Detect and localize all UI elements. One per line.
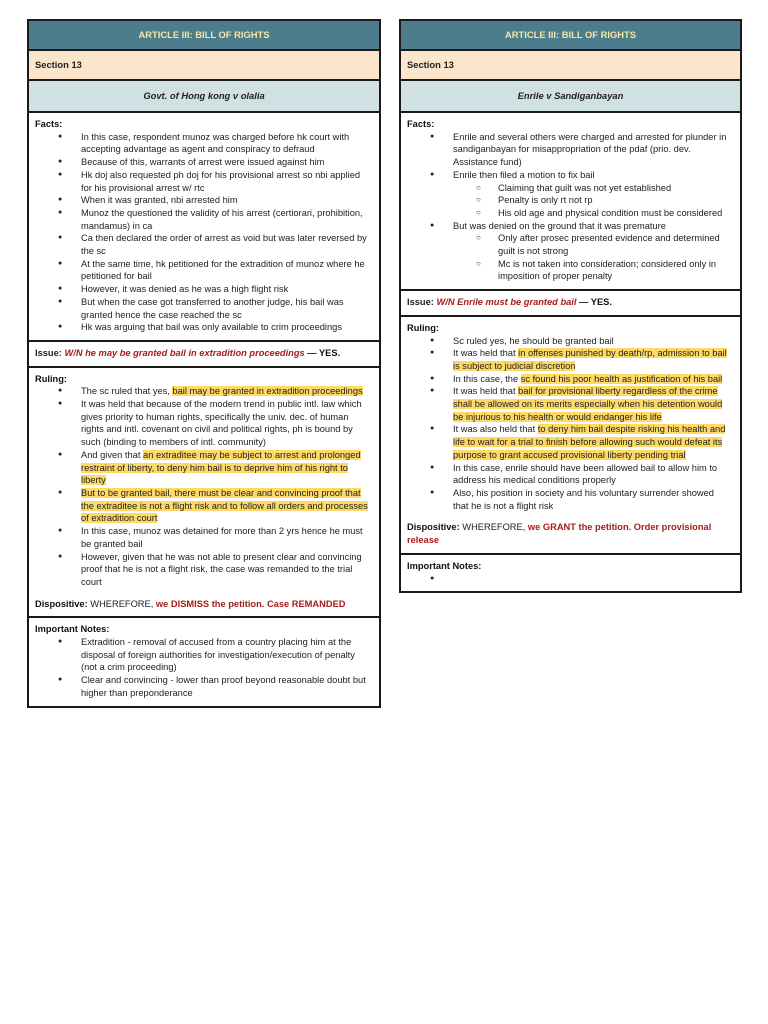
- list-item: ● Extradition - removal of accused from a country placing him at the disposal of foreign authorities for investigation/execution of penalty (not a crim proceeding): [35, 636, 373, 674]
- ruling-label: Ruling:: [35, 373, 68, 384]
- list-item: ● In this case, enrile should have been allowed bail to allow him to address his medical conditions properly: [407, 462, 734, 487]
- list-item: ● In this case, munoz was detained for more than 2 yrs hence he must be granted bail: [35, 525, 373, 550]
- issue-label: Issue:: [407, 297, 434, 308]
- issue-answer: YES.: [590, 297, 612, 308]
- issue-question: W/N Enrile must be granted bail: [436, 297, 577, 308]
- sub-list-item: ○ Mc is not taken into consideration; considered only in imposition of proper penalty: [407, 258, 732, 283]
- notes-list: [407, 573, 734, 586]
- article-header: ARTICLE III: BILL OF RIGHTS: [29, 21, 379, 51]
- list-item: ● In this case, the sc found his poor health as justification of his bail: [407, 373, 734, 386]
- list-item: ● It was held that bail for provisional liberty regardless of the crime shall be allowed on its merits especially when his detention would be injurious to his health or would endanger his life: [407, 385, 734, 423]
- sub-list: [407, 182, 732, 220]
- list-item: ● When it was granted, nbi arrested him: [35, 194, 373, 207]
- list-item: ● However, given that he was not able to present clear and convincing proof that he is not a flight risk, the case was remanded to the trial court: [35, 551, 373, 589]
- list-item: ● But was denied on the ground that it was premature ○ Only after prosec presented evidence and determined guilt is not strong ○ Mc is not taken into consideration; considered only in imposition of proper penalty: [407, 220, 734, 284]
- sub-list-item: ○ Only after prosec presented evidence and determined guilt is not strong: [407, 232, 732, 257]
- list-item: ● It was held that in offenses punished by death/rp, admission to bail is subject to judicial discretion: [407, 347, 734, 372]
- notes-block: [29, 618, 379, 705]
- list-item: ● Hk doj also requested ph doj for his provisional arrest so nbi applied for his provisional arrest w/ rtc: [35, 169, 373, 194]
- notes-label: Important Notes:: [35, 624, 110, 635]
- sub-list-item: ○ Claiming that guilt was not yet established: [407, 182, 732, 195]
- list-item: ● The sc ruled that yes, bail may be granted in extradition proceedings: [35, 385, 373, 398]
- issue-dash: —: [304, 347, 319, 358]
- dispositive: [407, 521, 734, 546]
- list-item: ● However, it was denied as he was a high flight risk: [35, 283, 373, 296]
- list-item: [35, 487, 373, 525]
- list-item: ● Because of this, warrants of arrest were issued against him: [35, 156, 373, 169]
- sub-list-item: ○ His old age and physical condition must be considered: [407, 207, 732, 220]
- issue-block: [29, 342, 379, 368]
- list-item: ● But when the case got transferred to another judge, his bail was granted hence the case reached the sc: [35, 296, 373, 321]
- list-item: ● It was also held that to deny him bail despite risking his health and life to wait for a trial to finish before allowing such would defeat its purpose to grant accused provisional liberty pending trial: [407, 423, 734, 461]
- list-item: [407, 573, 734, 586]
- dispositive-text: WHEREFORE,: [462, 522, 528, 533]
- case-card-enrile: [399, 19, 742, 593]
- case-title: Enrile v Sandiganbayan: [401, 81, 740, 113]
- list-item: ● Hk was arguing that bail was only available to crim proceedings: [35, 321, 373, 334]
- ruling-list: [407, 335, 734, 513]
- facts-label: Facts:: [407, 119, 435, 129]
- issue-dash: —: [576, 297, 591, 308]
- list-item: ● Enrile and several others were charged and arrested for plunder in sandiganbayan for misappropriation of the pdaf (prio. dev. Assistance fund): [407, 131, 734, 169]
- dispositive-order: we DISMISS the petition. Case REMANDED: [155, 598, 346, 609]
- issue-question: W/N he may be granted bail in extradition proceedings: [64, 347, 305, 358]
- sub-list-item: ○ Penalty is only rt not rp: [407, 194, 732, 207]
- list-item: ● Munoz the questioned the validity of his arrest (certiorari, prohibition, mandamus) in ca: [35, 207, 373, 232]
- facts-block: [401, 113, 740, 291]
- facts-block: [29, 113, 379, 342]
- highlight: But to be granted bail, there must be clear and convincing proof that the extraditee is not a flight risk and to follow all orders and processes of extradition court: [81, 487, 368, 524]
- dispositive: [35, 598, 373, 611]
- dispositive-text: WHEREFORE,: [90, 598, 156, 609]
- list-item: ● It was held that because of the modern trend in public intl. law which gives priority to human rights, specifically the univ. dec. of human rights and intl. covenant on civil and political rights, ph is bound by such (binding to members of intl. community): [35, 398, 373, 449]
- ruling-label: Ruling:: [407, 322, 440, 333]
- issue-answer: YES.: [318, 347, 341, 358]
- facts-list: [407, 131, 734, 283]
- list-item: ● Ca then declared the order of arrest as void but was later reversed by the sc: [35, 232, 373, 257]
- list-item: ● Enrile then filed a motion to fix bail ○ Claiming that guilt was not yet established ○ Penalty is only rt not rp ○ His old age and physical condition must be considered: [407, 169, 734, 220]
- notes-list: [35, 636, 373, 700]
- list-item: ● Sc ruled yes, he should be granted bail: [407, 335, 734, 348]
- list-item: ● In this case, respondent munoz was charged before hk court with accepting advantage as agent and conspiracy to defraud: [35, 131, 373, 156]
- ruling-block: [401, 317, 740, 555]
- case-card-olalia: [27, 19, 381, 708]
- dispositive-order: we GRANT the petition. Order provisional release: [407, 522, 712, 546]
- list-item: ● Clear and convincing - lower than proof beyond reasonable doubt but higher than preponderance: [35, 674, 373, 699]
- dispositive-label: Dispositive:: [35, 598, 88, 609]
- facts-label: Facts:: [35, 119, 63, 129]
- facts-list: [35, 131, 373, 334]
- ruling-list: [35, 385, 373, 588]
- notes-block: [401, 555, 740, 591]
- section-label: Section 13: [29, 51, 379, 81]
- article-header: ARTICLE III: BILL OF RIGHTS: [401, 21, 740, 51]
- sub-list: [407, 232, 732, 283]
- highlight: to deny him bail despite risking his health and life to wait for a trial to finish before allowing such would defeat its purpose to grant accused provisional liberty pending trial: [453, 424, 726, 460]
- case-title: Govt. of Hong kong v olalia: [29, 81, 379, 113]
- highlight: in offenses punished by death/rp, admission to bail is subject to judicial discretion: [453, 348, 727, 371]
- issue-block: [401, 291, 740, 317]
- list-item: ● And given that an extraditee may be subject to arrest and prolonged restraint of liberty, to deny him bail is to deprive him of his right to liberty: [35, 449, 373, 487]
- highlight: bail for provisional liberty regardless of the crime shall be allowed on its merits especially when his detention would be injurious to his health or would endanger his life: [453, 386, 723, 422]
- notes-label: Important Notes:: [407, 560, 482, 571]
- list-item: ● Also, his position in society and his voluntary surrender showed that he is not a flight risk: [407, 487, 734, 512]
- dispositive-label: Dispositive:: [407, 522, 460, 533]
- highlight: bail may be granted in extradition proceedings: [172, 386, 363, 397]
- highlight: an extraditee may be subject to arrest and prolonged restraint of liberty, to deny him bail is to deprive him of his right to liberty: [81, 449, 361, 486]
- list-item: ● At the same time, hk petitioned for the extradition of munoz where he petitioned for bail: [35, 258, 373, 283]
- ruling-block: [29, 368, 379, 619]
- issue-label: Issue:: [35, 347, 62, 358]
- highlight: sc found his poor health as justification of his bail: [520, 373, 723, 384]
- section-label: Section 13: [401, 51, 740, 81]
